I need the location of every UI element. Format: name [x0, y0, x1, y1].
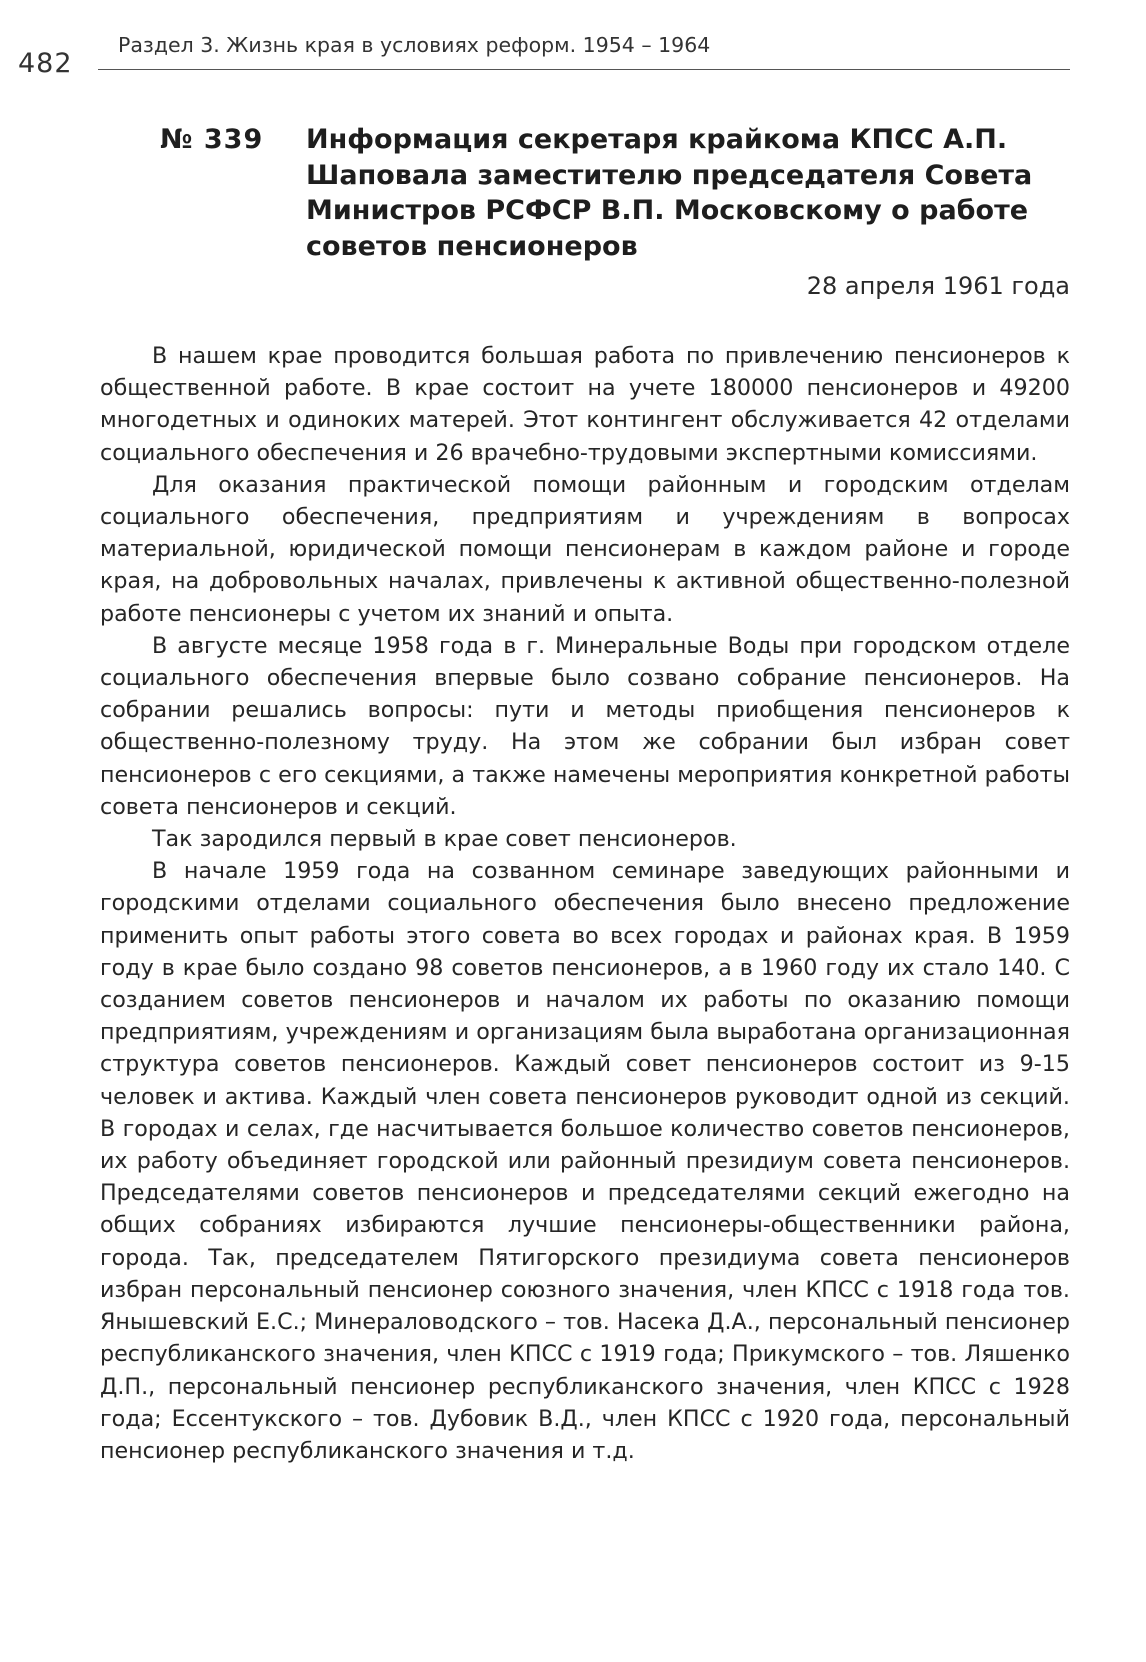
paragraph-2: Для оказания практической помощи районным и городским отделам социального обеспечения, предприятиям и учреждениям в вопросах материальной, юридической помощи пенсионерам в каждом районе и городе края, на добровольных началах, привлечены к активной общественно-полезной работе пенсионеры с учетом их знаний и опыта. [100, 471, 1070, 627]
paragraph-4: Так зародился первый в крае совет пенсионеров. [152, 826, 737, 853]
running-head: Раздел 3. Жизнь края в условиях реформ. 1954 – 1964 [118, 33, 711, 57]
document-title: Информация секретаря крайкома КПСС А.П. Шаповала заместителю председателя Совета Министров РСФСР В.П. Московскому о работе советов пенсионеров [306, 124, 1033, 262]
document-date: 28 апреля 1961 года [806, 272, 1070, 300]
document-number: № 339 [160, 124, 264, 155]
paragraph-3: В августе месяце 1958 года в г. Минеральные Воды при городском отделе социального обеспечения впервые было созвано собрание пенсионеров. На собрании решались вопросы: пути и методы приобщения пенсионеров к общественно-полезному труду. На этом же собрании был избран совет пенсионеров с его секциями, а также намечены мероприятия конкретной работы совета пенсионеров и секций. [100, 632, 1070, 820]
paragraph-1: В нашем крае проводится большая работа по привлечению пенсионеров к общественной работе. В крае состоит на учете 180000 пенсионеров и 49200 многодетных и одиноких матерей. Этот контингент обслуживается 42 отделами социального обеспечения и 26 врачебно-трудовыми экспертными комиссиями. [100, 343, 1070, 466]
paragraph-5: В начале 1959 года на созванном семинаре заведующих районными и городскими отделами социального обеспечения было внесено предложение применить опыт работы этого совета во всех городах и районах края. В 1959 году в крае было создано 98 советов пенсионеров, а в 1960 году их стало 140. С созданием советов пенсионеров и началом их работы по оказанию помощи предприятиям, учреждениям и организациям была выработана организационная структура советов пенсионеров. Каждый совет пенсионеров состоит из 9-15 человек и актива. Каждый член совета пенсионеров руководит одной из секций. В городах и селах, где насчитывается большое количество советов пенсионеров, их работу объединяет городской или районный президиум совета пенсионеров. Председателями советов пенсионеров и председателями секций ежегодно на общих собраниях избираются лучшие пенсионеры-общественники района, города. Так, председателем Пятигорского президиума совета пенсионеров избран персональный пенсионер союзного значения, член КПСС с 1918 года тов. Янышевский Е.С.; Минераловодского – тов. Насека Д.А., персональный пенсионер республиканского значения, член КПСС с 1919 года; Прикумского – тов. Ляшенко Д.П., персональный пенсионер республиканского значения, член КПСС с 1928 года; Ессентукского – тов. Дубовик В.Д., член КПСС с 1920 года, персональный пенсионер республиканского значения и т.д. [100, 858, 1070, 1464]
document-body [100, 340, 1070, 1467]
page-number: 482 [18, 48, 73, 79]
header-rule [98, 69, 1070, 70]
